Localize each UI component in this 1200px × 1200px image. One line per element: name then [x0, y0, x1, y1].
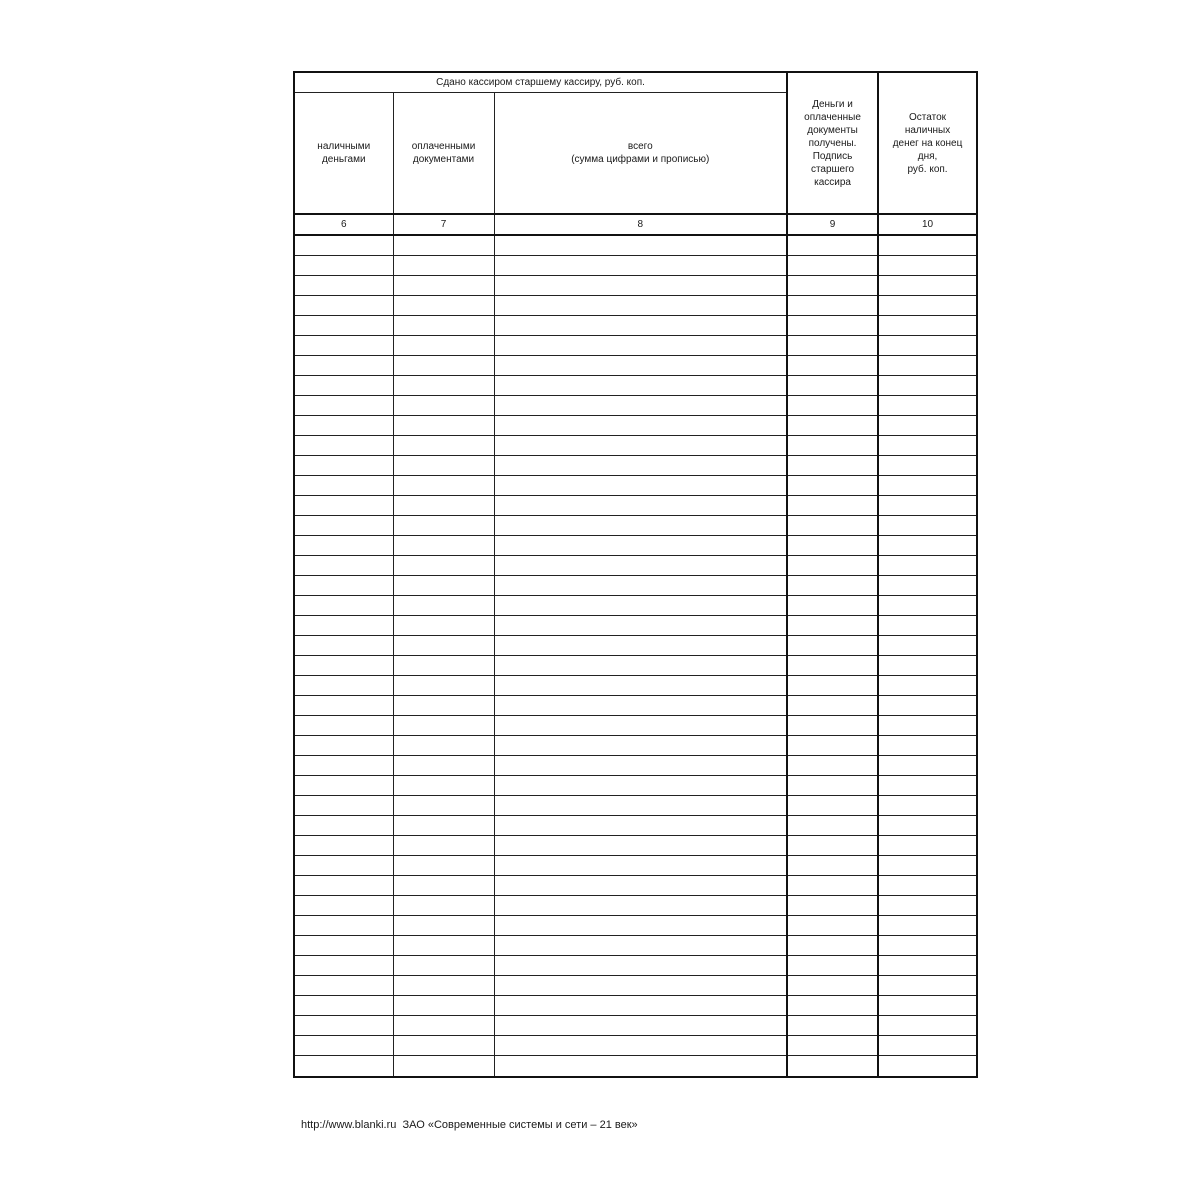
group-header-cell: Сдано кассиром старшему кассиру, руб. коп.: [294, 72, 787, 93]
table-cell[interactable]: [878, 836, 977, 856]
table-cell[interactable]: [787, 396, 878, 416]
table-cell[interactable]: [494, 836, 787, 856]
table-cell[interactable]: [787, 916, 878, 936]
table-row: [294, 796, 977, 816]
table-row: [294, 956, 977, 976]
table-cell[interactable]: [294, 776, 393, 796]
table-cell[interactable]: [878, 676, 977, 696]
table-cell[interactable]: [878, 756, 977, 776]
table-row: [294, 816, 977, 836]
header-cash-money: наличными деньгами: [294, 93, 393, 215]
column-number-row: [294, 214, 977, 235]
table-cell[interactable]: [294, 416, 393, 436]
table-cell[interactable]: [494, 576, 787, 596]
table-cell[interactable]: [393, 576, 494, 596]
table-cell[interactable]: [393, 616, 494, 636]
table-cell[interactable]: [294, 696, 393, 716]
table-cell[interactable]: [294, 676, 393, 696]
table-row: [294, 736, 977, 756]
table-cell[interactable]: [294, 756, 393, 776]
table-cell[interactable]: [294, 296, 393, 316]
table-cell[interactable]: [787, 476, 878, 496]
header-total-amount: всего (сумма цифрами и прописью): [494, 93, 787, 215]
table-cell[interactable]: [393, 976, 494, 996]
table-row: [294, 916, 977, 936]
table-cell[interactable]: [787, 836, 878, 856]
table-cell[interactable]: [393, 1016, 494, 1036]
table-cell[interactable]: [393, 916, 494, 936]
table-cell[interactable]: [393, 636, 494, 656]
table-cell[interactable]: [787, 276, 878, 296]
table-cell[interactable]: [878, 576, 977, 596]
table-row: [294, 356, 977, 376]
page-footer: [301, 1118, 638, 1132]
table-cell[interactable]: [494, 536, 787, 556]
table-cell[interactable]: [878, 256, 977, 276]
table-cell[interactable]: [878, 816, 977, 836]
table-cell[interactable]: [393, 316, 494, 336]
table-cell[interactable]: [494, 456, 787, 476]
table-cell[interactable]: [878, 776, 977, 796]
table-cell[interactable]: [494, 616, 787, 636]
table-row: [294, 676, 977, 696]
table-cell[interactable]: [393, 496, 494, 516]
table-row: [294, 416, 977, 436]
table-cell[interactable]: [494, 516, 787, 536]
table-cell[interactable]: [878, 736, 977, 756]
table-cell[interactable]: [393, 736, 494, 756]
table-cell[interactable]: [787, 776, 878, 796]
table-cell[interactable]: [787, 256, 878, 276]
table-cell[interactable]: [787, 736, 878, 756]
table-cell[interactable]: [393, 356, 494, 376]
table-cell[interactable]: [294, 556, 393, 576]
table-row: [294, 856, 977, 876]
table-cell[interactable]: [787, 636, 878, 656]
table-cell[interactable]: [393, 396, 494, 416]
table-cell[interactable]: [294, 496, 393, 516]
table-cell[interactable]: [878, 936, 977, 956]
table-cell[interactable]: [494, 636, 787, 656]
table-cell[interactable]: [494, 596, 787, 616]
table-cell[interactable]: [294, 636, 393, 656]
table-cell[interactable]: [878, 356, 977, 376]
table-row: [294, 556, 977, 576]
table-cell[interactable]: [878, 876, 977, 896]
table-cell[interactable]: [294, 376, 393, 396]
table-row: [294, 276, 977, 296]
table-cell[interactable]: [878, 235, 977, 256]
table-cell[interactable]: [787, 996, 878, 1016]
table-cell[interactable]: [294, 576, 393, 596]
table-cell[interactable]: [787, 976, 878, 996]
table-cell[interactable]: [494, 796, 787, 816]
table-cell[interactable]: [494, 1056, 787, 1078]
table-cell[interactable]: [787, 596, 878, 616]
table-row: [294, 596, 977, 616]
column-number-6: 6: [294, 214, 393, 235]
table-row: [294, 436, 977, 456]
table-cell[interactable]: [393, 235, 494, 256]
table-cell[interactable]: [494, 756, 787, 776]
table-cell[interactable]: [393, 476, 494, 496]
table-cell[interactable]: [294, 796, 393, 816]
table-cell[interactable]: [494, 936, 787, 956]
table-cell[interactable]: [494, 776, 787, 796]
table-cell[interactable]: [294, 476, 393, 496]
table-cell[interactable]: [878, 416, 977, 436]
table-cell[interactable]: [787, 956, 878, 976]
table-cell[interactable]: [787, 876, 878, 896]
table-cell[interactable]: [494, 235, 787, 256]
table-cell[interactable]: [393, 956, 494, 976]
table-row: [294, 656, 977, 676]
table-cell[interactable]: [294, 936, 393, 956]
table-cell[interactable]: [294, 336, 393, 356]
table-cell[interactable]: [878, 1036, 977, 1056]
table-cell[interactable]: [294, 396, 393, 416]
table-cell[interactable]: [494, 1036, 787, 1056]
table-cell[interactable]: [393, 896, 494, 916]
table-cell[interactable]: [878, 296, 977, 316]
table-cell[interactable]: [787, 356, 878, 376]
table-cell[interactable]: [878, 796, 977, 816]
table-cell[interactable]: [494, 696, 787, 716]
table-cell[interactable]: [787, 816, 878, 836]
table-cell[interactable]: [294, 836, 393, 856]
table-cell[interactable]: [294, 456, 393, 476]
table-cell[interactable]: [787, 1016, 878, 1036]
ledger-header: [294, 72, 977, 235]
table-cell[interactable]: [787, 496, 878, 516]
table-cell[interactable]: [494, 496, 787, 516]
table-cell[interactable]: [787, 436, 878, 456]
table-row: [294, 896, 977, 916]
table-cell[interactable]: [393, 816, 494, 836]
column-number-10: 10: [878, 214, 977, 235]
table-cell[interactable]: [787, 556, 878, 576]
table-cell[interactable]: [393, 556, 494, 576]
table-cell[interactable]: [878, 436, 977, 456]
table-cell[interactable]: [878, 716, 977, 736]
header-group-row: [294, 72, 977, 93]
table-cell[interactable]: [294, 436, 393, 456]
table-cell[interactable]: [393, 276, 494, 296]
table-cell[interactable]: [393, 376, 494, 396]
table-row: [294, 1036, 977, 1056]
table-cell[interactable]: [787, 536, 878, 556]
table-cell[interactable]: [494, 996, 787, 1016]
table-cell[interactable]: [494, 816, 787, 836]
table-cell[interactable]: [393, 436, 494, 456]
table-cell[interactable]: [494, 256, 787, 276]
table-cell[interactable]: [393, 536, 494, 556]
table-cell[interactable]: [294, 536, 393, 556]
table-cell[interactable]: [294, 656, 393, 676]
table-row: [294, 1056, 977, 1078]
table-cell[interactable]: [494, 296, 787, 316]
column-number-9: 9: [787, 214, 878, 235]
table-cell[interactable]: [878, 656, 977, 676]
table-cell[interactable]: [878, 916, 977, 936]
table-row: [294, 616, 977, 636]
table-cell[interactable]: [294, 816, 393, 836]
table-cell[interactable]: [294, 596, 393, 616]
table-cell[interactable]: [878, 956, 977, 976]
table-cell[interactable]: [294, 1056, 393, 1078]
table-row: [294, 296, 977, 316]
table-cell[interactable]: [393, 776, 494, 796]
table-cell[interactable]: [393, 936, 494, 956]
table-cell[interactable]: [878, 536, 977, 556]
table-cell[interactable]: [878, 516, 977, 536]
table-cell[interactable]: [494, 896, 787, 916]
table-cell[interactable]: [878, 476, 977, 496]
table-cell[interactable]: [878, 976, 977, 996]
table-cell[interactable]: [787, 896, 878, 916]
table-cell[interactable]: [787, 1036, 878, 1056]
table-cell[interactable]: [878, 1016, 977, 1036]
table-cell[interactable]: [393, 596, 494, 616]
table-cell[interactable]: [393, 796, 494, 816]
table-cell[interactable]: [494, 876, 787, 896]
table-row: [294, 235, 977, 256]
column-number-8: 8: [494, 214, 787, 235]
table-cell[interactable]: [393, 1056, 494, 1078]
table-cell[interactable]: [494, 396, 787, 416]
table-cell[interactable]: [494, 916, 787, 936]
table-row: [294, 696, 977, 716]
table-cell[interactable]: [294, 856, 393, 876]
table-cell[interactable]: [294, 616, 393, 636]
table-row: [294, 376, 977, 396]
table-cell[interactable]: [294, 876, 393, 896]
table-cell[interactable]: [878, 396, 977, 416]
table-cell[interactable]: [878, 276, 977, 296]
table-row: [294, 976, 977, 996]
ledger-body: [294, 235, 977, 1077]
table-row: [294, 936, 977, 956]
table-cell[interactable]: [294, 1036, 393, 1056]
table-cell[interactable]: [393, 336, 494, 356]
table-cell[interactable]: [294, 276, 393, 296]
table-cell[interactable]: [294, 976, 393, 996]
table-cell[interactable]: [787, 756, 878, 776]
table-row: [294, 996, 977, 1016]
table-cell[interactable]: [787, 796, 878, 816]
table-cell[interactable]: [393, 856, 494, 876]
table-cell[interactable]: [878, 456, 977, 476]
table-cell[interactable]: [878, 316, 977, 336]
table-cell[interactable]: [393, 1036, 494, 1056]
table-cell[interactable]: [393, 876, 494, 896]
table-row: [294, 336, 977, 356]
table-cell[interactable]: [787, 456, 878, 476]
table-cell[interactable]: [878, 376, 977, 396]
table-cell[interactable]: [294, 516, 393, 536]
table-row: [294, 576, 977, 596]
table-cell[interactable]: [787, 516, 878, 536]
header-cash-balance-end-of-day: Остаток наличных денег на конец дня, руб. коп.: [878, 72, 977, 214]
table-row: [294, 776, 977, 796]
table-cell[interactable]: [494, 376, 787, 396]
table-cell[interactable]: [787, 376, 878, 396]
table-cell[interactable]: [787, 676, 878, 696]
table-cell[interactable]: [787, 336, 878, 356]
table-cell[interactable]: [494, 436, 787, 456]
table-cell[interactable]: [294, 996, 393, 1016]
table-cell[interactable]: [878, 596, 977, 616]
table-cell[interactable]: [393, 416, 494, 436]
table-cell[interactable]: [393, 756, 494, 776]
table-cell[interactable]: [494, 276, 787, 296]
table-cell[interactable]: [294, 736, 393, 756]
table-cell[interactable]: [494, 416, 787, 436]
table-cell[interactable]: [878, 1056, 977, 1078]
table-row: [294, 756, 977, 776]
table-cell[interactable]: [494, 556, 787, 576]
table-cell[interactable]: [393, 996, 494, 1016]
header-signature-senior-cashier: Деньги и оплаченные документы получены. Подпись старшего кассира: [787, 72, 878, 214]
table-cell[interactable]: [294, 896, 393, 916]
table-cell[interactable]: [494, 656, 787, 676]
table-cell[interactable]: [494, 336, 787, 356]
table-cell[interactable]: [787, 856, 878, 876]
table-cell[interactable]: [393, 656, 494, 676]
table-cell[interactable]: [787, 616, 878, 636]
table-cell[interactable]: [878, 636, 977, 656]
table-cell[interactable]: [878, 856, 977, 876]
table-cell[interactable]: [393, 296, 494, 316]
table-cell[interactable]: [393, 696, 494, 716]
table-row: [294, 836, 977, 856]
table-row: [294, 496, 977, 516]
table-cell[interactable]: [787, 656, 878, 676]
table-cell[interactable]: [494, 976, 787, 996]
table-row: [294, 456, 977, 476]
table-row: [294, 256, 977, 276]
table-cell[interactable]: [787, 235, 878, 256]
table-cell[interactable]: [294, 356, 393, 376]
table-cell[interactable]: [393, 456, 494, 476]
footer-company: ЗАО «Современные системы и сети – 21 век»: [402, 1119, 638, 1131]
table-cell[interactable]: [878, 496, 977, 516]
table-cell[interactable]: [494, 316, 787, 336]
table-row: [294, 716, 977, 736]
table-cell[interactable]: [878, 896, 977, 916]
table-cell[interactable]: [494, 676, 787, 696]
table-cell[interactable]: [878, 616, 977, 636]
table-cell[interactable]: [494, 736, 787, 756]
table-cell[interactable]: [393, 676, 494, 696]
table-cell[interactable]: [787, 576, 878, 596]
table-cell[interactable]: [787, 416, 878, 436]
table-cell[interactable]: [787, 1056, 878, 1078]
table-cell[interactable]: [787, 936, 878, 956]
table-row: [294, 316, 977, 336]
table-cell[interactable]: [878, 336, 977, 356]
table-cell[interactable]: [787, 716, 878, 736]
table-row: [294, 1016, 977, 1036]
table-cell[interactable]: [878, 996, 977, 1016]
table-cell[interactable]: [494, 956, 787, 976]
table-row: [294, 536, 977, 556]
table-cell[interactable]: [294, 916, 393, 936]
header-paid-documents: оплаченными документами: [393, 93, 494, 215]
table-cell[interactable]: [494, 716, 787, 736]
table-cell[interactable]: [494, 476, 787, 496]
table-row: [294, 516, 977, 536]
table-cell[interactable]: [393, 516, 494, 536]
table-cell[interactable]: [878, 696, 977, 716]
table-cell[interactable]: [294, 716, 393, 736]
table-cell[interactable]: [294, 1016, 393, 1036]
table-cell[interactable]: [294, 235, 393, 256]
table-row: [294, 476, 977, 496]
table-cell[interactable]: [787, 296, 878, 316]
table-cell[interactable]: [393, 716, 494, 736]
table-cell[interactable]: [294, 316, 393, 336]
table-cell[interactable]: [393, 836, 494, 856]
table-row: [294, 876, 977, 896]
table-cell[interactable]: [294, 956, 393, 976]
table-cell[interactable]: [787, 696, 878, 716]
table-cell[interactable]: [494, 356, 787, 376]
table-row: [294, 396, 977, 416]
table-cell[interactable]: [494, 1016, 787, 1036]
footer-url: http://www.blanki.ru: [301, 1119, 397, 1131]
column-number-7: 7: [393, 214, 494, 235]
table-cell[interactable]: [787, 316, 878, 336]
table-row: [294, 636, 977, 656]
cash-ledger-table: [293, 71, 978, 1078]
table-cell[interactable]: [294, 256, 393, 276]
table-cell[interactable]: [494, 856, 787, 876]
table-cell[interactable]: [878, 556, 977, 576]
table-cell[interactable]: [393, 256, 494, 276]
